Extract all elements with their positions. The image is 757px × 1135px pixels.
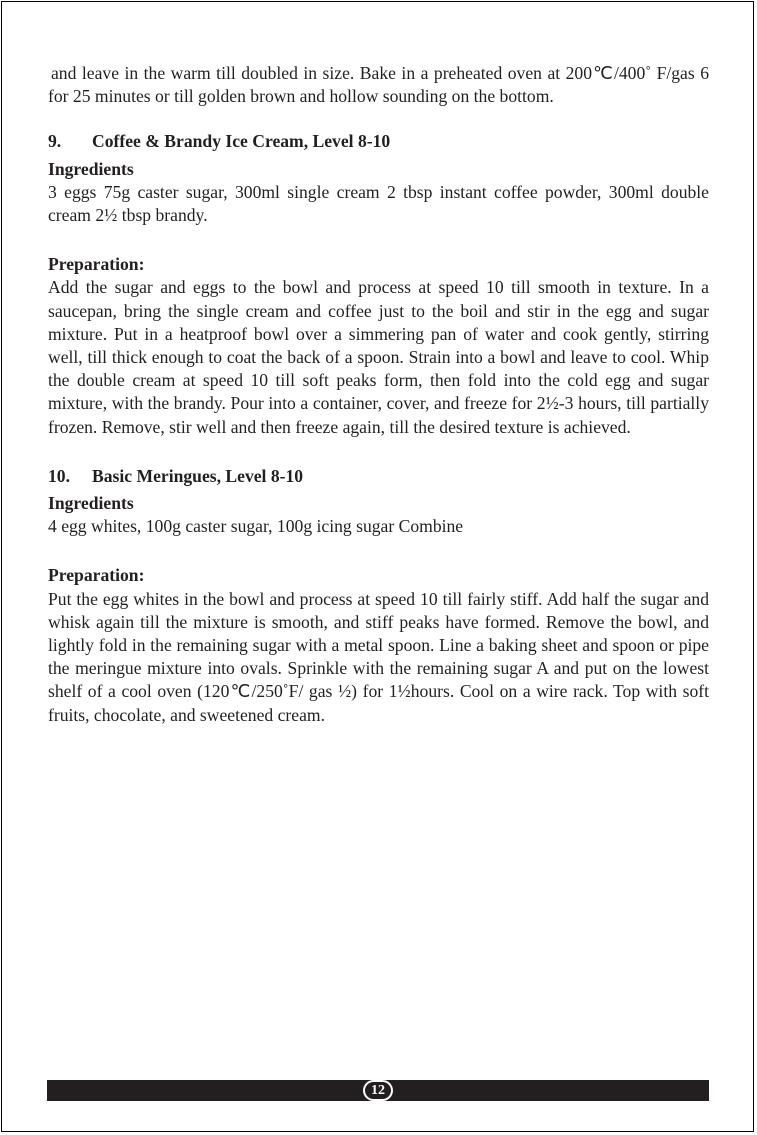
section-10-number: 10. xyxy=(48,465,70,486)
section-9-title: Coffee & Brandy Ice Cream, Level 8-10 xyxy=(92,131,391,152)
section-10-ingredients: 4 egg whites, 100g caster sugar, 100g icing sugar Combine xyxy=(48,516,464,537)
section-9-ingredients: 3 eggs 75g caster sugar, 300ml single cream 2 tbsp instant coffee powder, 300ml double cream 2½ tbsp brandy. xyxy=(48,181,709,226)
section-9-heading xyxy=(48,130,709,153)
section-10-preparation: Put the egg whites in the bowl and process at speed 10 till fairly stiff. Add half the sugar and whisk again till the mixture is smooth, and stiff peaks have formed. Remove the bowl, and lightly fold in the remaining sugar with a metal spoon. Line a baking sheet and spoon or pipe the meringue mixture into ovals. Sprinkle with the remaining sugar A and put on the lowest shelf of a cool oven (120℃/250˚F/ gas ½) for 1½hours. Cool on a wire rack. Top with soft fruits, chocolate, and sweetened cream. xyxy=(48,588,709,725)
page-number-badge xyxy=(363,1080,393,1101)
section-9-preparation: Add the sugar and eggs to the bowl and process at speed 10 till smooth in texture. In a saucepan, bring the single cream and coffee just to the boil and stir in the egg and sugar mixture. Put in a heatproof bowl over a simmering pan of water and cook gently, stirring well, till thick enough to coat the back of a spoon. Strain into a bowl and leave to cool. Whip the double cream at speed 10 till soft peaks form, then fold into the cold egg and sugar mixture, with the brandy. Pour into a container, cover, and freeze for 2½-3 hours, till partially frozen. Remove, stir well and then freeze again, till the desired texture is achieved. xyxy=(48,277,709,437)
section-9-number: 9. xyxy=(48,131,62,152)
footer-bar xyxy=(47,1080,709,1101)
intro-paragraph: and leave in the warm till doubled in size. Bake in a preheated oven at 200℃/400˚ F/gas 6 for 25 minutes or till golden brown and hollow sounding on the bottom. xyxy=(48,63,709,107)
section-9-preparation-heading: Preparation: xyxy=(48,254,145,275)
section-10-title: Basic Meringues, Level 8-10 xyxy=(92,465,304,486)
section-10-heading xyxy=(48,465,709,488)
page-number: 12 xyxy=(365,1082,391,1099)
section-10-preparation-heading: Preparation: xyxy=(48,565,145,586)
page-content xyxy=(48,62,709,727)
section-9-ingredients-heading: Ingredients xyxy=(48,158,134,179)
section-10-ingredients-heading: Ingredients xyxy=(48,493,134,514)
